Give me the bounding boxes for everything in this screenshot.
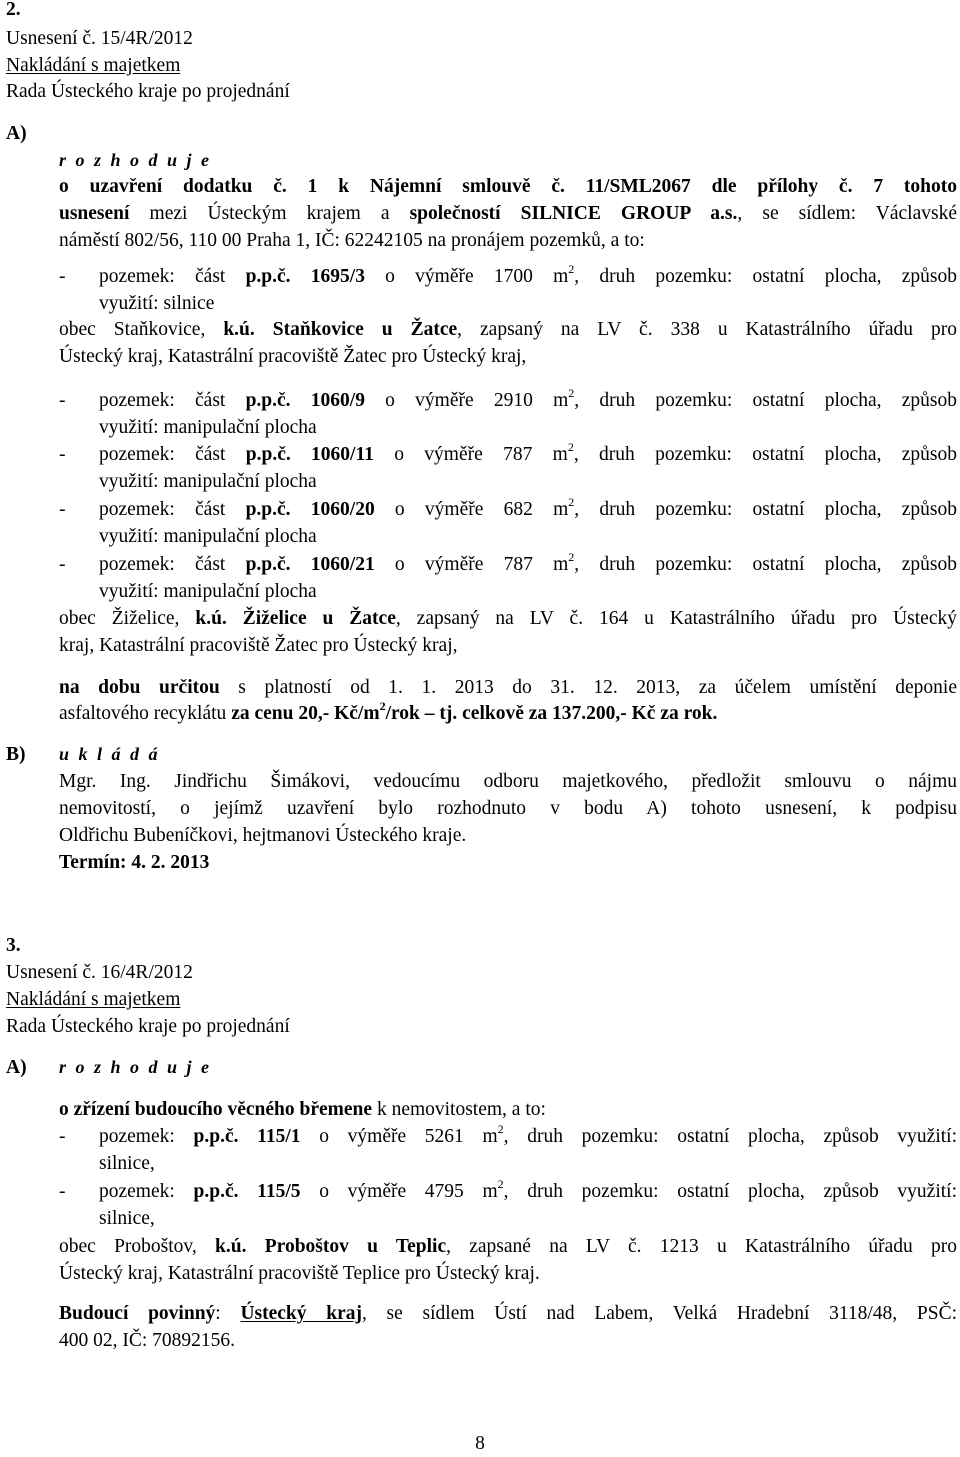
price-total: /rok – tj. celkově za 137.200,- Kč za rok. — [385, 703, 718, 724]
task-line-1: Mgr. Ing. Jindřichu Šimákovi, vedoucímu odboru majetkového, předložit smlouvu o nájmu — [59, 771, 957, 792]
resolution-subject: Nakládání s majetkem — [6, 989, 181, 1010]
resolution-title: Usnesení č. 15/4R/2012 — [6, 28, 193, 49]
area-unit-exponent: 2 — [568, 494, 575, 509]
owner-name: Ústecký kraj — [240, 1303, 362, 1324]
list-dash: - — [59, 554, 66, 575]
parcel-area: o výměře 5261 m — [300, 1126, 498, 1147]
cadastre-line-2: Ústecký kraj, Katastrální pracoviště Teplice pro Ústecký kraj. — [59, 1263, 540, 1284]
point-b-label: B) — [6, 744, 26, 765]
list-dash: - — [59, 499, 66, 520]
point-a-label: A) — [6, 123, 27, 144]
parcel-id: p.p.č. 1060/21 — [245, 554, 375, 575]
parcel-type: , druh pozemku: ostatní plocha, způsob využití: — [503, 1126, 958, 1147]
decision-line-2 — [59, 200, 957, 227]
parcel-type: , druh pozemku: ostatní plocha, způsob — [574, 390, 958, 411]
owner-label: Budoucí povinný — [59, 1303, 216, 1324]
area-unit-exponent: 2 — [497, 1121, 504, 1136]
parcel-type: , druh pozemku: ostatní plocha, způsob využití: — [503, 1181, 958, 1202]
parcel-area: o výměře 4795 m — [300, 1181, 498, 1202]
parcel-use: využití: silnice — [99, 293, 215, 314]
parcel-area: o výměře 2910 m — [364, 390, 569, 411]
owner-line-2: 400 02, IČ: 70892156. — [59, 1330, 236, 1351]
parcel-item — [59, 496, 957, 523]
list-dash: - — [59, 1181, 66, 1202]
council-intro: Rada Ústeckého kraje po projednání — [6, 1016, 290, 1037]
area-unit-exponent: 2 — [568, 549, 575, 564]
parcel-item — [59, 551, 957, 578]
parcel-item — [59, 1178, 957, 1205]
cadastre-line: obec Proboštov, k.ú. Proboštov u Teplic, zapsané na LV č. 1213 u Katastrálního úřadu pro — [59, 1236, 958, 1257]
deadline: Termín: 4. 2. 2013 — [59, 852, 210, 873]
point-a-verb: r o z h o d u j e — [59, 1057, 212, 1077]
parcel-id: p.p.č. 1060/20 — [245, 499, 375, 520]
section-number: 3. — [6, 935, 21, 956]
list-dash: - — [59, 444, 66, 465]
lease-term: na dobu určitou — [59, 677, 220, 698]
list-dash: - — [59, 390, 66, 411]
parcel-area: o výměře 682 m — [374, 499, 569, 520]
lessee-name: společností SILNICE GROUP a.s. — [409, 203, 738, 224]
parcel-use: silnice, — [99, 1208, 155, 1229]
parcel-use: využití: manipulační plocha — [99, 526, 317, 547]
decision-parties: mezi Ústeckým krajem a — [129, 203, 410, 224]
lease-term-line: na dobu určitou s platností od 1. 1. 2013 do 31. 12. 2013, za účelem umístění deponie — [59, 677, 957, 698]
cadastral-area: k.ú. Staňkovice u Žatce — [223, 319, 458, 340]
cadastre-line-2: kraj, Katastrální pracoviště Žatec pro Ústecký kraj, — [59, 635, 458, 656]
area-unit-exponent: 2 — [497, 1176, 504, 1191]
task-line-2: nemovitostí, o jejímž uzavření bylo rozhodnuto v bodu A) tohoto usnesení, k podpisu — [59, 798, 957, 819]
parcel-item — [59, 387, 957, 414]
cadastre-line-2: Ústecký kraj, Katastrální pracoviště Žatec pro Ústecký kraj, — [59, 346, 527, 367]
task-line-3: Oldřichu Bubeníčkovi, hejtmanovi Ústeckého kraje. — [59, 825, 467, 846]
decision-line-3: náměstí 802/56, 110 00 Praha 1, IČ: 62242105 na pronájem pozemků, a to: — [59, 230, 645, 251]
owner-line: Budoucí povinný: Ústecký kraj, se sídlem Ústí nad Labem, Velká Hradební 3118/48, PSČ: — [59, 1303, 957, 1324]
point-b-verb: u k l á d á — [59, 744, 161, 764]
parcel-item — [59, 441, 957, 468]
cadastre-line: obec Žiželice, k.ú. Žiželice u Žatce, zapsaný na LV č. 164 u Katastrálního úřadu pro Ústecký — [59, 608, 957, 629]
parcel-item — [59, 1123, 957, 1150]
parcel-id: p.p.č. 115/1 — [193, 1126, 301, 1147]
list-dash: - — [59, 266, 66, 287]
cadastre-line: obec Staňkovice, k.ú. Staňkovice u Žatce, zapsaný na LV č. 338 u Katastrálního úřadu pro — [59, 319, 957, 340]
easement-line: o zřízení budoucího věcného břemene k nemovitostem, a to: — [59, 1099, 546, 1120]
section-number: 2. — [6, 0, 21, 20]
parcel-use: využití: manipulační plocha — [99, 417, 317, 438]
parcel-use: silnice, — [99, 1153, 155, 1174]
resolution-title: Usnesení č. 16/4R/2012 — [6, 962, 193, 983]
parcel-use: využití: manipulační plocha — [99, 581, 317, 602]
decision-word: usnesení — [59, 203, 130, 224]
parcel-kind: pozemek: část — [99, 499, 246, 520]
page-number: 8 — [475, 1433, 485, 1454]
parcel-type: , druh pozemku: ostatní plocha, způsob — [574, 499, 958, 520]
parcel-id: p.p.č. 1060/9 — [245, 390, 365, 411]
decision-line-1: o uzavření dodatku č. 1 k Nájemní smlouvě č. 11/SML2067 dle přílohy č. 7 tohoto — [59, 176, 957, 197]
parcel-id: p.p.č. 1695/3 — [245, 266, 365, 287]
parcel-use: využití: manipulační plocha — [99, 471, 317, 492]
parcel-area: o výměře 787 m — [373, 444, 568, 465]
lessee-seat: , se sídlem: Václavské — [737, 203, 958, 224]
parcel-kind: pozemek: — [99, 1126, 194, 1147]
cadastral-area: k.ú. Žiželice u Žatce — [195, 608, 396, 629]
parcel-id: p.p.č. 115/5 — [193, 1181, 301, 1202]
list-dash: - — [59, 1126, 66, 1147]
resolution-subject: Nakládání s majetkem — [6, 55, 181, 76]
area-unit-exponent: 2 — [567, 439, 574, 454]
point-a-verb: r o z h o d u j e — [59, 150, 212, 170]
parcel-kind: pozemek: — [99, 1181, 194, 1202]
parcel-id: p.p.č. 1060/11 — [245, 444, 374, 465]
easement-title: o zřízení budoucího věcného břemene — [59, 1099, 373, 1120]
point-a-label: A) — [6, 1057, 27, 1078]
area-unit-exponent: 2 — [568, 385, 575, 400]
parcel-kind: pozemek: část — [99, 390, 246, 411]
parcel-kind: pozemek: část — [99, 444, 246, 465]
cadastral-area: k.ú. Proboštov u Teplic — [215, 1236, 447, 1257]
council-intro: Rada Ústeckého kraje po projednání — [6, 81, 290, 102]
parcel-type: , druh pozemku: ostatní plocha, způsob — [574, 554, 958, 575]
parcel-item: - pozemek: část p.p.č. 1695/3 o výměře 1700 $m^2$, druh pozemku: ostatní plocha, způsob — [59, 263, 957, 290]
parcel-area: o výměře 787 m — [374, 554, 569, 575]
parcel-type: , druh pozemku: ostatní plocha, způsob — [573, 444, 958, 465]
parcel-kind: pozemek: část — [99, 554, 246, 575]
price: za cenu 20,- Kč/m — [231, 703, 380, 724]
price-line: asfaltového recyklátu za cenu 20,- $Kč/m^2$/rok – tj. celkově za 137.200,- Kč za rok. — [59, 698, 718, 724]
